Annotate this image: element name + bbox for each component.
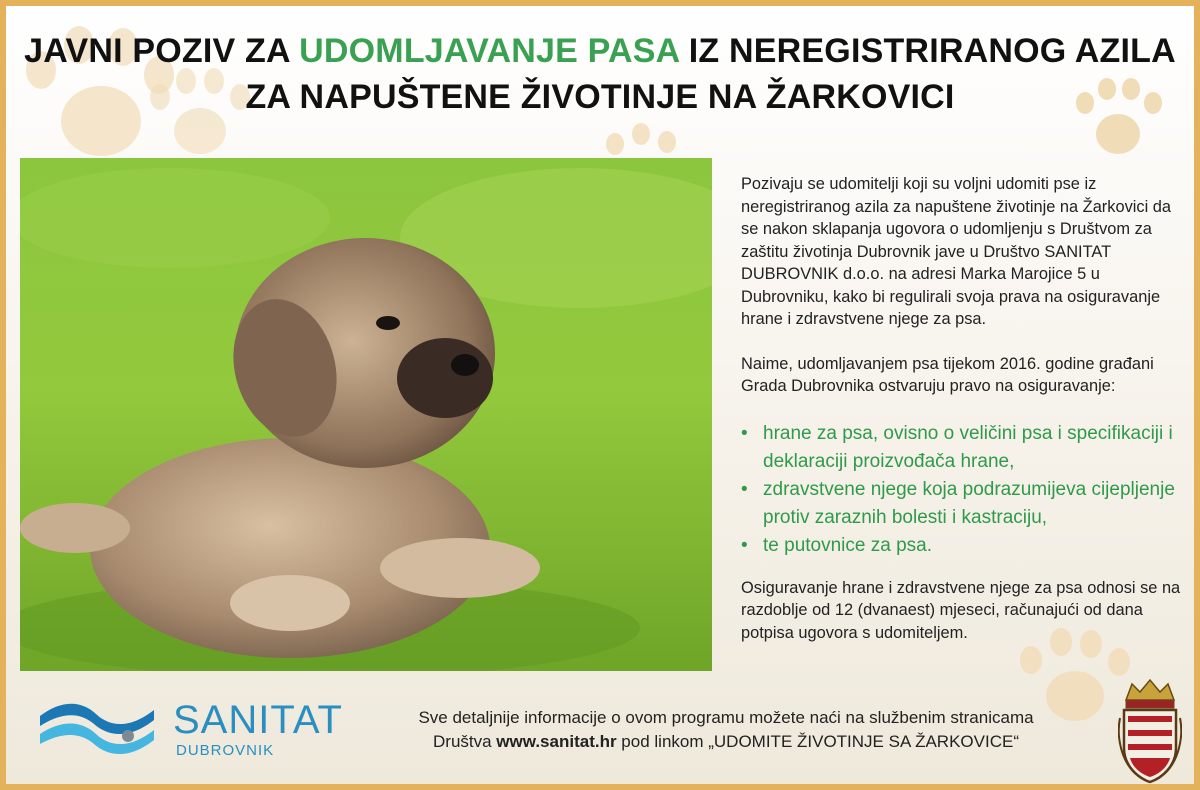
paragraph-period: Osiguravanje hrane i zdravstvene njege za psa odnosi se na razdoblje od 12 (dvanaest) mjeseci, računajući od dana potpisa ugovora s udomiteljem. bbox=[741, 578, 1181, 642]
website-link[interactable]: www.sanitat.hr bbox=[496, 732, 617, 751]
list-item: • zdravstvene njege koja podrazumijeva cijepljenje protiv zaraznih bolesti i kastraciju, bbox=[741, 476, 1181, 532]
puppy-photo bbox=[20, 158, 712, 671]
title-line-2: ZA NAPUŠTENE ŽIVOTINJE NA ŽARKOVICI bbox=[245, 78, 955, 116]
logo-subtitle: DUBROVNIK bbox=[176, 742, 275, 759]
list-item: • hrane za psa, ovisno o veličini psa i specifikaciji i deklaraciji proizvođača hrane, bbox=[741, 420, 1181, 476]
footer-line-2 bbox=[346, 730, 1106, 754]
footer-text: Društva bbox=[433, 732, 497, 751]
rights-list bbox=[741, 420, 1181, 560]
footer-line-1: Sve detaljnije informacije o ovom programu možete naći na službenim stranicama bbox=[418, 708, 1034, 727]
body-text bbox=[741, 173, 1181, 666]
title-line-1 bbox=[6, 28, 1194, 74]
sanitat-wave-logo bbox=[36, 696, 166, 762]
footer-info bbox=[346, 706, 1106, 754]
dubrovnik-coat-of-arms bbox=[1118, 678, 1182, 786]
page-title bbox=[6, 28, 1194, 120]
title-highlight: UDOMLJAVANJE PASA bbox=[299, 32, 680, 70]
footer-text: pod linkom „UDOMITE ŽIVOTINJE SA ŽARKOVICE“ bbox=[616, 732, 1019, 751]
logo-name: SANITAT bbox=[173, 698, 343, 742]
paragraph-rights: Naime, udomljavanjem psa tijekom 2016. godine građani Grada Dubrovnika ostvaruju pravo na osiguravanje: bbox=[741, 354, 1154, 395]
title-text: JAVNI POZIV ZA bbox=[24, 32, 300, 70]
sanitat-logo bbox=[36, 696, 356, 766]
title-text: IZ NEREGISTRIRANOG AZILA bbox=[679, 32, 1176, 70]
paragraph-intro: Pozivaju se udomitelji koji su voljni udomiti pse iz neregistriranog azila za napuštene životinje na Žarkovici da se nakon sklapanja ugovora o udomljenju s Društvom za zaštitu životinja Dubrovnik jave u Društvo SANITAT DUBROVNIK d.o.o. na adresi Marka Marojice 5 u Dubrovniku, kako bi regulirali svoja prava na osiguravanje hrane i zdravstvene njege za psa. bbox=[741, 175, 1172, 328]
list-item: • te putovnice za psa. bbox=[741, 532, 1181, 560]
